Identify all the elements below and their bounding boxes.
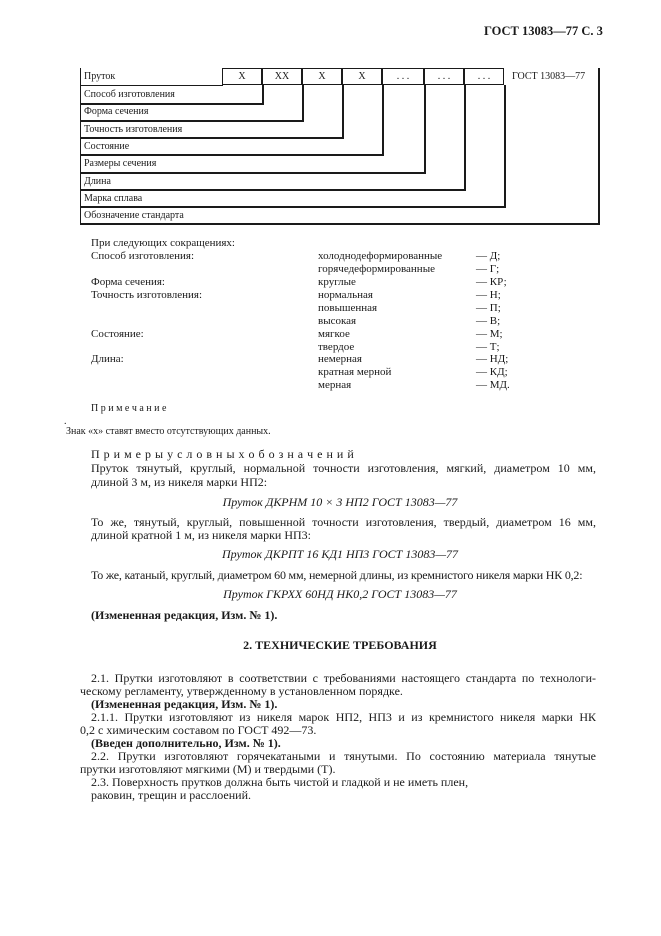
- para-2-1-note: (Измененная редакция, Изм. № 1).: [91, 697, 278, 711]
- scheme-row-label: Марка сплава: [84, 193, 143, 204]
- abbrev-term: твердое: [318, 341, 355, 353]
- example-1-code: Пруток ДКРНМ 10 × 3 НП2 ГОСТ 13083—77: [222, 495, 458, 509]
- scheme-row-label: Точность изготовления: [84, 124, 183, 135]
- para-2-1-line-1: 2.1. Прутки изготовляют в соответствии с требованиями настоящего стандарта по технологи-: [91, 671, 596, 685]
- para-2-3-line-1: 2.3. Поверхность прутков должна быть чистой и гладкой и не иметь плен,: [91, 775, 469, 789]
- abbrev-term: мерная: [318, 379, 352, 391]
- example-1-line-1: Пруток тянутый, круглый, нормальной точности изготовления, мягкий, диаметром 10 мм,: [91, 461, 596, 475]
- abbrev-intro: При следующих сокращениях:: [91, 237, 235, 249]
- abbrev-code: — НД;: [476, 353, 509, 365]
- code-cell-text: X: [358, 71, 366, 82]
- scheme-row-label: Пруток: [84, 71, 116, 82]
- abbrev-label: Длина:: [91, 353, 124, 365]
- code-cell-text: XX: [274, 71, 290, 82]
- scheme-row-label: Состояние: [84, 141, 130, 152]
- code-cell-text: . . .: [437, 71, 451, 82]
- example-2-code: Пруток ДКРПТ 16 КД1 НП3 ГОСТ 13083—77: [221, 547, 458, 561]
- abbrev-term: холоднодеформированные: [318, 250, 443, 262]
- example-2-line-2: длиной кратной 1 м, из никеля марки НП3:: [91, 528, 312, 542]
- abbrev-code: — КР;: [476, 276, 507, 288]
- abbrev-code: — В;: [476, 315, 501, 327]
- para-2-2-line-2: прутки изготовляют мягкими (М) и твердыми (Т).: [80, 762, 336, 776]
- note-title: П р и м е ч а н и е: [91, 403, 167, 414]
- example-3-line-1: То же, катаный, круглый, диаметром 60 мм, немерной длины, из кремнистого никеля марки НК 0,2:: [91, 568, 583, 582]
- abbrev-code: — Г;: [476, 263, 500, 275]
- abbrev-term: кратная мерной: [318, 366, 392, 378]
- examples-edition-note: (Измененная редакция, Изм. № 1).: [91, 608, 278, 622]
- abbrev-code: — П;: [476, 302, 501, 314]
- scheme-row-label: Длина: [84, 176, 111, 187]
- note-text: Знак «х» ставят вместо отсутствующих данных.: [66, 426, 271, 437]
- scheme-row-label: Обозначение стандарта: [84, 210, 184, 221]
- abbrev-label: Точность изготовления:: [91, 289, 203, 301]
- para-2-1-1-line-2: 0,2 с химическим составом по ГОСТ 492—73.: [80, 723, 317, 737]
- example-2-line-1: То же, тянутый, круглый, повышенной точности изготовления, твердый, диаметром 16 мм,: [91, 515, 596, 529]
- code-cell-text: X: [238, 71, 246, 82]
- para-2-2-line-1: 2.2. Прутки изготовляют горячекатаными и тянутыми. По состоянию материала тянутые: [91, 749, 596, 763]
- abbrev-term: мягкое: [318, 328, 350, 340]
- abbrev-code: — МД.: [476, 379, 510, 391]
- abbrev-term: нормальная: [318, 289, 373, 301]
- abbrev-code: — Т;: [476, 341, 500, 353]
- abbrev-term: горячедеформированные: [318, 263, 435, 275]
- para-2-1-1-line-1: 2.1.1. Прутки изготовляют из никеля марок НП2, НП3 и из кремнистого никеля марки НК: [91, 710, 596, 724]
- scheme-row-label: Способ изготовления: [84, 89, 175, 100]
- abbrev-label: Состояние:: [91, 328, 144, 340]
- scheme-row-label: Размеры сечения: [84, 158, 157, 169]
- abbrev-label: Форма сечения:: [91, 276, 165, 288]
- abbrev-code: — Д;: [476, 250, 501, 262]
- example-3-code: Пруток ГКРХХ 60НД НК0,2 ГОСТ 13083—77: [223, 587, 457, 601]
- abbrev-code: — М;: [476, 328, 503, 340]
- page-header: ГОСТ 13083—77 С. 3: [484, 24, 603, 38]
- note-marker: .: [64, 416, 67, 427]
- para-2-3-line-2: раковин, трещин и расслоений.: [91, 788, 251, 802]
- code-cell-text: . . .: [396, 71, 410, 82]
- scheme-row-label: Форма сечения: [84, 106, 149, 117]
- standard-reference: ГОСТ 13083—77: [512, 71, 586, 82]
- section-2-title: 2. ТЕХНИЧЕСКИЕ ТРЕБОВАНИЯ: [243, 638, 437, 652]
- examples-title: П р и м е р ы у с л о в н ы х о б о з н а ч е н и й: [91, 447, 355, 461]
- abbrev-label: Способ изготовления:: [91, 250, 195, 262]
- abbrev-term: круглые: [318, 276, 356, 288]
- abbrev-code: — Н;: [476, 289, 501, 301]
- para-2-1-1-note: (Введен дополнительно, Изм. № 1).: [91, 736, 281, 750]
- code-cell-text: . . .: [477, 71, 491, 82]
- para-2-1-line-2: ческому регламенту, утвержденному в установленном порядке.: [80, 684, 403, 698]
- abbrev-term: немерная: [318, 353, 362, 365]
- abbrev-term: высокая: [318, 315, 357, 327]
- abbrev-code: — КД;: [476, 366, 508, 378]
- example-1-line-2: длиной 3 м, из никеля марки НП2:: [91, 475, 268, 489]
- abbrev-term: повышенная: [318, 302, 378, 314]
- code-cell-text: X: [318, 71, 326, 82]
